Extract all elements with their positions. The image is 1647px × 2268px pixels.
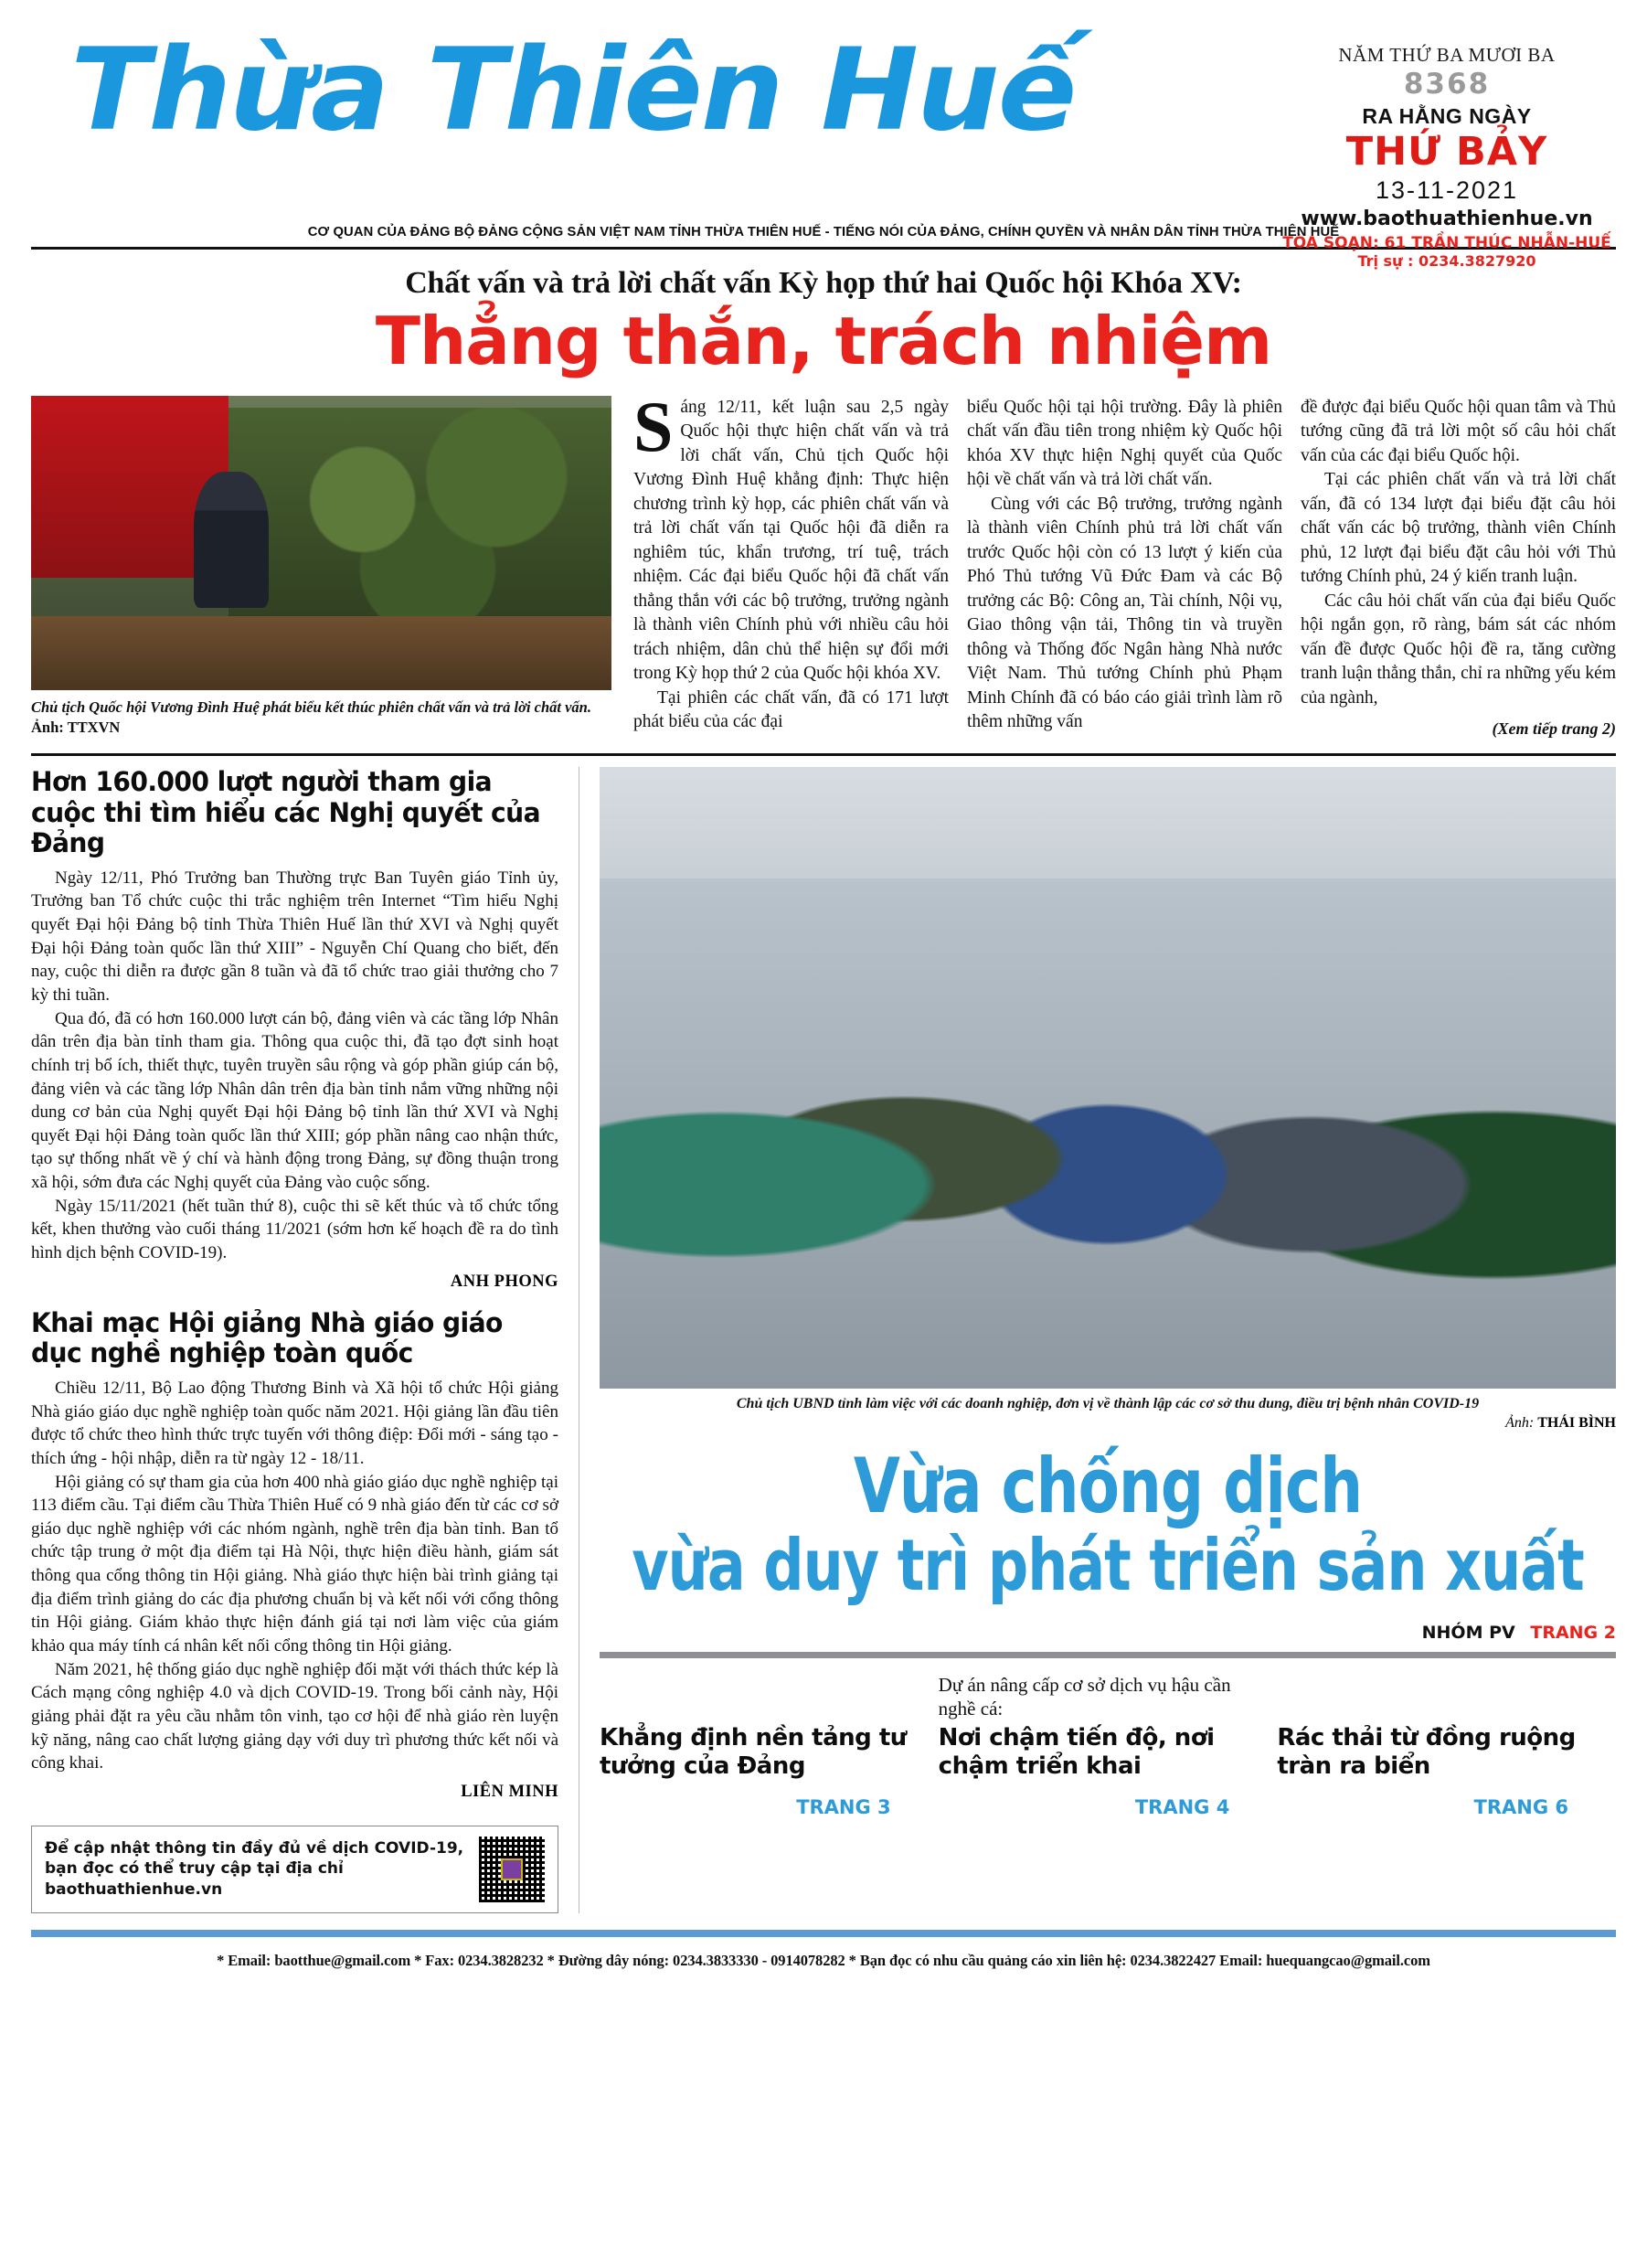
feature-byline-row xyxy=(600,1623,1616,1643)
lead-col3-para3: Các câu hỏi chất vấn của đại biểu Quốc hội ngắn gọn, rõ ràng, bám sát các nhóm vấn đề được Quốc hội đề ra, tăng cường tranh luận thẳng thắn, chỉ ra những yếu kém của ngành, xyxy=(1301,591,1616,708)
teaser-1-page[interactable]: TRANG 3 xyxy=(796,1795,891,1818)
story-b-byline: LIÊN MINH xyxy=(461,1782,558,1801)
teaser-3-page[interactable]: TRANG 6 xyxy=(1473,1795,1569,1818)
lead-kicker: Chất vấn và trả lời chất vấn Kỳ họp thứ hai Quốc hội Khóa XV: xyxy=(405,266,1242,300)
feature-byline: NHÓM PV xyxy=(1421,1622,1515,1643)
paper-title: Thừa Thiên Huế xyxy=(70,25,1076,156)
teaser-divider xyxy=(600,1652,1616,1658)
feature-headline-line1[interactable]: Vừa chống dịch xyxy=(853,1442,1363,1530)
feature-photo-people xyxy=(600,878,1616,1389)
year-line: NĂM THỨ BA MƯƠI BA xyxy=(1338,44,1556,66)
story-b-para1: Chiều 12/11, Bộ Lao động Thương Binh và Xã hội tổ chức Hội giảng Nhà giáo giáo dục nghề nghiệp toàn quốc năm 2021. Hội giảng lần đầu tiên được tổ chức theo hình thức trực tuyến với thông điệp: Đổi mới - sáng tạo - thích ứng - hội nhập, diễn ra từ ngày 12 - 18/11. xyxy=(31,1378,558,1468)
teaser-2-pretitle: Dự án nâng cấp cơ sở dịch vụ hậu cần nghề cá: xyxy=(938,1673,1231,1720)
story-b-headline[interactable]: Khai mạc Hội giảng Nhà giáo giáo dục nghề nghiệp toàn quốc xyxy=(31,1306,503,1369)
feature-headline-line2[interactable]: vừa duy trì phát triển sản xuất xyxy=(632,1523,1584,1607)
teaser-2-page[interactable]: TRANG 4 xyxy=(1134,1795,1230,1818)
footer-divider xyxy=(31,1930,1616,1937)
footer-contact-line: * Email: baotthue@gmail.com * Fax: 0234.3828232 * Đường dây nóng: 0234.3833330 - 0914078282 * Bạn đọc có nhu cầu quảng cáo xin liên hệ: 0234.3822427 Email: huequangcao@gmail.com xyxy=(217,1951,1430,1969)
teaser-item-1[interactable] xyxy=(600,1673,939,1818)
feature-credit-name: THÁI BÌNH xyxy=(1537,1414,1616,1431)
lead-photo-credit: Ảnh: TTXVN xyxy=(31,718,121,736)
photo-plants-region xyxy=(228,408,611,637)
lead-photo-caption-text: Chủ tịch Quốc hội Vương Đình Huệ phát biểu kết thúc phiên chất vấn và trả lời chất vấn. xyxy=(31,697,591,716)
lead-article-body xyxy=(31,386,1616,740)
story-a-headline[interactable]: Hơn 160.000 lượt người tham gia cuộc thi tìm hiểu các Nghị quyết của Đảng xyxy=(31,765,540,859)
story-a-para3: Ngày 15/11/2021 (hết tuần thứ 8), cuộc thi sẽ kết thúc và tổ chức tổng kết, khen thưởng vào cuối tháng 11/2021 (sớm hơn kế hoạch đề ra do tình hình dịch bệnh COVID-19). xyxy=(31,1196,558,1263)
teaser-row xyxy=(600,1673,1616,1818)
feature-credit-label: Ảnh: xyxy=(1505,1414,1535,1431)
feature-photo-credit xyxy=(600,1415,1616,1432)
feature-photo xyxy=(600,767,1616,1389)
story-b-para2: Hội giảng có sự tham gia của hơn 400 nhà giáo giáo dục nghề nghiệp tại 113 điểm cầu. Tại điểm cầu Thừa Thiên Huế có 9 nhà giáo đến từ các cơ sở giáo dục nghề nghiệp với các nhóm ngành, nghề trên địa bàn tỉnh. Ban tổ chức tập trung ở một địa điểm tại Hà Nội, thực hiện điều hành, giám sát thông qua cổng thông tin Hội giảng. Nhà giáo thực hiện bài trình giảng tại địa điểm trình giảng do các địa phương chuẩn bị và kết nối với cổng thông tin Hội giảng. Giám khảo thực hiện đánh giá tại nơi làm việc của giám khảo qua máy tính cá nhân kết nối cổng thông tin Hội giảng. xyxy=(31,1472,558,1656)
photo-speaker-figure xyxy=(194,472,270,607)
story-b-para3: Năm 2021, hệ thống giáo dục nghề nghiệp đối mặt với thách thức kép là Cách mạng công nghiệp 4.0 và dịch COVID-19. Trong bối cảnh này, Hội giảng phải đặt ra yêu cầu nhằm tôn vinh, tạo cơ hội để nhà giáo rèn luyện kỹ năng, nâng cao chất lượng giảng dạy với duy trì phương thức kết nối và công khai. xyxy=(31,1659,558,1773)
teaser-1-pretitle xyxy=(600,1673,922,1722)
story-b-body xyxy=(31,1377,558,1775)
covid-info-box xyxy=(31,1826,558,1913)
masthead-left xyxy=(31,25,1278,156)
lead-column-3 xyxy=(1301,396,1616,740)
office-phone: Trị sự : 0234.3827920 xyxy=(1357,251,1536,270)
lead-text-columns xyxy=(633,386,1616,740)
lead-section-divider xyxy=(31,753,1616,756)
story-a-body xyxy=(31,867,558,1265)
publication-date: 13-11-2021 xyxy=(1375,176,1519,204)
lead-headline[interactable]: Thẳng thắn, trách nhiệm xyxy=(375,303,1272,379)
lead-column-1 xyxy=(633,386,949,740)
lead-see-more-link[interactable]: (Xem tiếp trang 2) xyxy=(1492,719,1616,739)
covid-info-text: Để cập nhật thông tin đầy đủ về dịch COVID-19, bạn đọc có thể truy cập tại địa chỉ baothuathienhue.vn xyxy=(45,1838,464,1900)
issue-number: 8368 xyxy=(1403,68,1491,101)
lead-col1-para2: Tại phiên các chất vấn, đã có 171 lượt phát biểu của các đại xyxy=(633,687,949,732)
teaser-item-3[interactable] xyxy=(1277,1673,1616,1818)
teaser-2-title[interactable]: Nơi chậm tiến độ, nơi chậm triển khai xyxy=(938,1723,1215,1781)
lead-col3-para2: Tại các phiên chất vấn và trả lời chất vấn, đã có 134 lượt đại biểu đặt câu hỏi chất vấn các bộ trưởng, thành viên Chính phủ, 12 lượt đại biểu đặt câu hỏi với Thủ tướng Chính phủ, 24 ý kiến tranh luận. xyxy=(1301,470,1616,587)
qr-code-icon[interactable] xyxy=(479,1837,545,1902)
lead-col2-para2: Cùng với các Bộ trưởng, trưởng ngành là thành viên Chính phủ trả lời chất vấn trước Quốc hội còn có 13 lượt ý kiến của Phó Thủ tướng Vũ Đức Đam và các Bộ trưởng các Bộ: Công an, Tài chính, Nội vụ, Giao thông vận tải, Thông tin và truyền thông và Thống đốc Ngân hàng Nhà nước Việt Nam. Thủ tướng Chính phủ Phạm Minh Chính đã có báo cáo giải trình làm rõ thêm những vấn xyxy=(967,494,1282,732)
feature-page-ref[interactable]: TRANG 2 xyxy=(1530,1622,1616,1643)
teaser-3-pretitle xyxy=(1277,1673,1599,1722)
lead-col3-para1: đề được đại biểu Quốc hội quan tâm và Thủ tướng cũng đã trả lời một số câu hỏi chất vấn của các đại biểu Quốc hội. xyxy=(1301,397,1616,465)
lead-photo xyxy=(31,396,611,690)
photo-desk-region xyxy=(31,616,611,690)
right-column xyxy=(579,767,1616,1913)
masthead-tagline: CƠ QUAN CỦA ĐẢNG BỘ ĐẢNG CỘNG SẢN VIỆT NAM TỈNH THỪA THIÊN HUẾ - TIẾNG NÓI CỦA ĐẢNG, CHÍNH QUYỀN VÀ NHÂN DÂN TỈNH THỪA THIÊN HUẾ xyxy=(307,225,1340,240)
story-a-para1: Ngày 12/11, Phó Trưởng ban Thường trực Ban Tuyên giáo Tỉnh ủy, Trưởng ban Tổ chức cuộc thi trắc nghiệm trên Internet “Tìm hiểu Nghị quyết Đại hội Đảng bộ tỉnh Thừa Thiên Huế lần thứ XVI và Nghị quyết Đại hội Đảng toàn quốc lần thứ XIII” - Nguyễn Chí Quang cho biết, đến nay, cuộc thi diễn ra được gần 8 tuần và đã tổ chức trao giải thưởng cho 7 kỳ thi tuần. xyxy=(31,868,558,1005)
lead-photo-caption xyxy=(31,697,611,738)
website-url[interactable]: www.baothuathienhue.vn xyxy=(1301,207,1593,230)
feature-photo-caption: Chủ tịch UBND tỉnh làm việc với các doanh nghiệp, đơn vị về thành lập các cơ sở thu dung, điều trị bệnh nhân COVID-19 xyxy=(736,1395,1480,1411)
weekday-label: THỨ BẢY xyxy=(1345,128,1548,175)
story-a-byline: ANH PHONG xyxy=(450,1272,558,1291)
lead-col2-para1: biểu Quốc hội tại hội trường. Đây là phiên chất vấn đầu tiên trong nhiệm kỳ Quốc hội khóa XV thực hiện Nghị quyết của Quốc hội về chất vấn và trả lời chất vấn. xyxy=(967,397,1282,490)
frequency-label: RA HẰNG NGÀY xyxy=(1362,103,1532,128)
teaser-3-title[interactable]: Rác thải từ đồng ruộng tràn ra biển xyxy=(1277,1723,1576,1781)
lower-section xyxy=(31,767,1616,1913)
lead-column-2 xyxy=(967,396,1282,740)
left-column xyxy=(31,767,579,1913)
lead-photo-column xyxy=(31,396,611,740)
story-a-para2: Qua đó, đã có hơn 160.000 lượt cán bộ, đảng viên và các tầng lớp Nhân dân trên địa bàn tỉnh tham gia. Thông qua cuộc thi, đã tạo đợt sinh hoạt chính trị bổ ích, thiết thực, tuyên truyền sâu rộng và góp phần giúp cán bộ, đảng viên và các tầng lớp Nhân dân trên địa bàn tỉnh nắm vững những nội dung cơ bản của Nghị quyết Đại hội Đảng bộ tỉnh lần thứ XVI và Nghị quyết Đại hội Đảng toàn quốc lần thứ XIII; góp phần nâng cao nhận thức, tạo sự thống nhất về ý chí và hành động trong Đảng, sự đồng thuận trong xã hội, sớm đưa các Nghị quyết của Đảng vào cuộc sống. xyxy=(31,1008,558,1193)
teaser-item-2[interactable] xyxy=(939,1673,1278,1818)
teaser-1-title[interactable]: Khẳng định nền tảng tư tưởng của Đảng xyxy=(600,1723,907,1781)
lead-col1-para1: Sáng 12/11, kết luận sau 2,5 ngày Quốc hội thực hiện chất vấn và trả lời chất vấn, Chủ tịch Quốc hội Vương Đình Huệ khẳng định: Thực hiện chương trình kỳ họp, các phiên chất vấn và trả lời chất vấn tại Quốc hội đã diễn ra nghiêm túc, khẩn trương, trí tuệ, trách nhiệm. Các đại biểu Quốc hội đã chất vấn thẳng thắn với các bộ trưởng, trưởng ngành là thành viên Chính phủ với nhiều câu hỏi trách nhiệm, dân chủ thể hiện sự đổi mới trong Kỳ họp thứ 2 của Quốc hội khóa XV. xyxy=(633,386,949,684)
office-address: TÒA SOẠN: 61 TRẦN THÚC NHẪN-HUẾ xyxy=(1282,233,1611,252)
